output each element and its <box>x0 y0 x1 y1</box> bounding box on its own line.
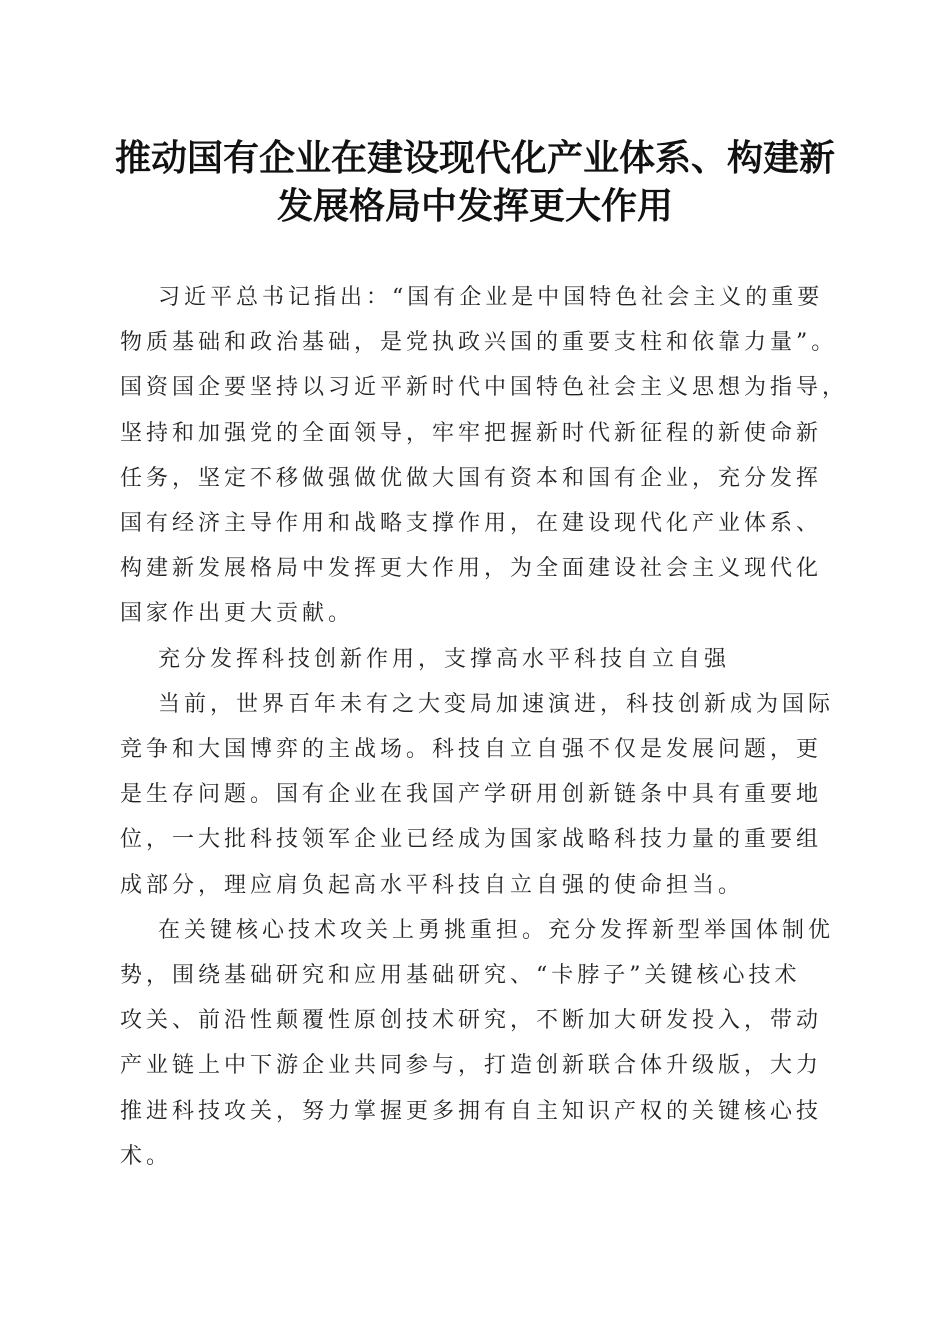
paragraph-intro <box>120 275 849 637</box>
text-line: 在关键核心技术攻关上勇挑重担。充分发挥新型举国体制优 <box>158 917 835 943</box>
paragraph-key-tech <box>120 908 840 1179</box>
text-line: 攻关、前沿性颠覆性原创技术研究，不断加大研发投入，带动 <box>120 1008 823 1034</box>
text-line: 国资国企要坚持以习近平新时代中国特色社会主义思想为指导， <box>120 375 849 401</box>
text-line: 物质基础和政治基础，是党执政兴国的重要支柱和依靠力量”。 <box>120 330 838 356</box>
text-line: 位，一大批科技领军企业已经成为国家战略科技力量的重要组 <box>120 827 823 853</box>
paragraph-context <box>120 682 840 908</box>
text-line: 构建新发展格局中发挥更大作用，为全面建设社会主义现代化 <box>120 556 823 582</box>
text-line: 推进科技攻关，努力掌握更多拥有自主知识产权的关键核心技 <box>120 1098 823 1124</box>
text-line: 充分发挥科技创新作用，支撑高水平科技自立自强 <box>158 646 731 672</box>
section-heading <box>120 637 840 682</box>
title-line: 发展格局中发挥更大作用 <box>276 185 673 227</box>
text-line: 坚持和加强党的全面领导，牢牢把握新时代新征程的新使命新 <box>120 420 823 446</box>
text-line: 习近平总书记指出：“国有企业是中国特色社会主义的重要 <box>158 285 824 310</box>
text-line: 国家作出更大贡献。 <box>120 601 355 627</box>
text-line: 成部分，理应肩负起高水平科技自立自强的使命担当。 <box>120 872 745 898</box>
text-line: 竞争和大国博弈的主战场。科技自立自强不仅是发展问题，更 <box>120 737 823 763</box>
text-line: 术。 <box>120 1143 173 1169</box>
text-line: 是生存问题。国有企业在我国产学研用创新链条中具有重要地 <box>120 782 823 808</box>
document-title <box>100 134 850 230</box>
text-line: 产业链上中下游企业共同参与，打造创新联合体升级版，大力 <box>120 1053 823 1079</box>
text-line: 势，围绕基础研究和应用基础研究、“卡脖子”关键核心技术 <box>120 963 801 989</box>
text-line: 当前，世界百年未有之大变局加速演进，科技创新成为国际 <box>158 691 835 717</box>
text-line: 任务，坚定不移做强做优做大国有资本和国有企业，充分发挥 <box>120 465 823 491</box>
text-line: 国有经济主导作用和战略支撑作用，在建设现代化产业体系、 <box>120 511 823 537</box>
document-body <box>120 275 849 1179</box>
title-line: 推动国有企业在建设现代化产业体系、构建新 <box>114 137 835 179</box>
